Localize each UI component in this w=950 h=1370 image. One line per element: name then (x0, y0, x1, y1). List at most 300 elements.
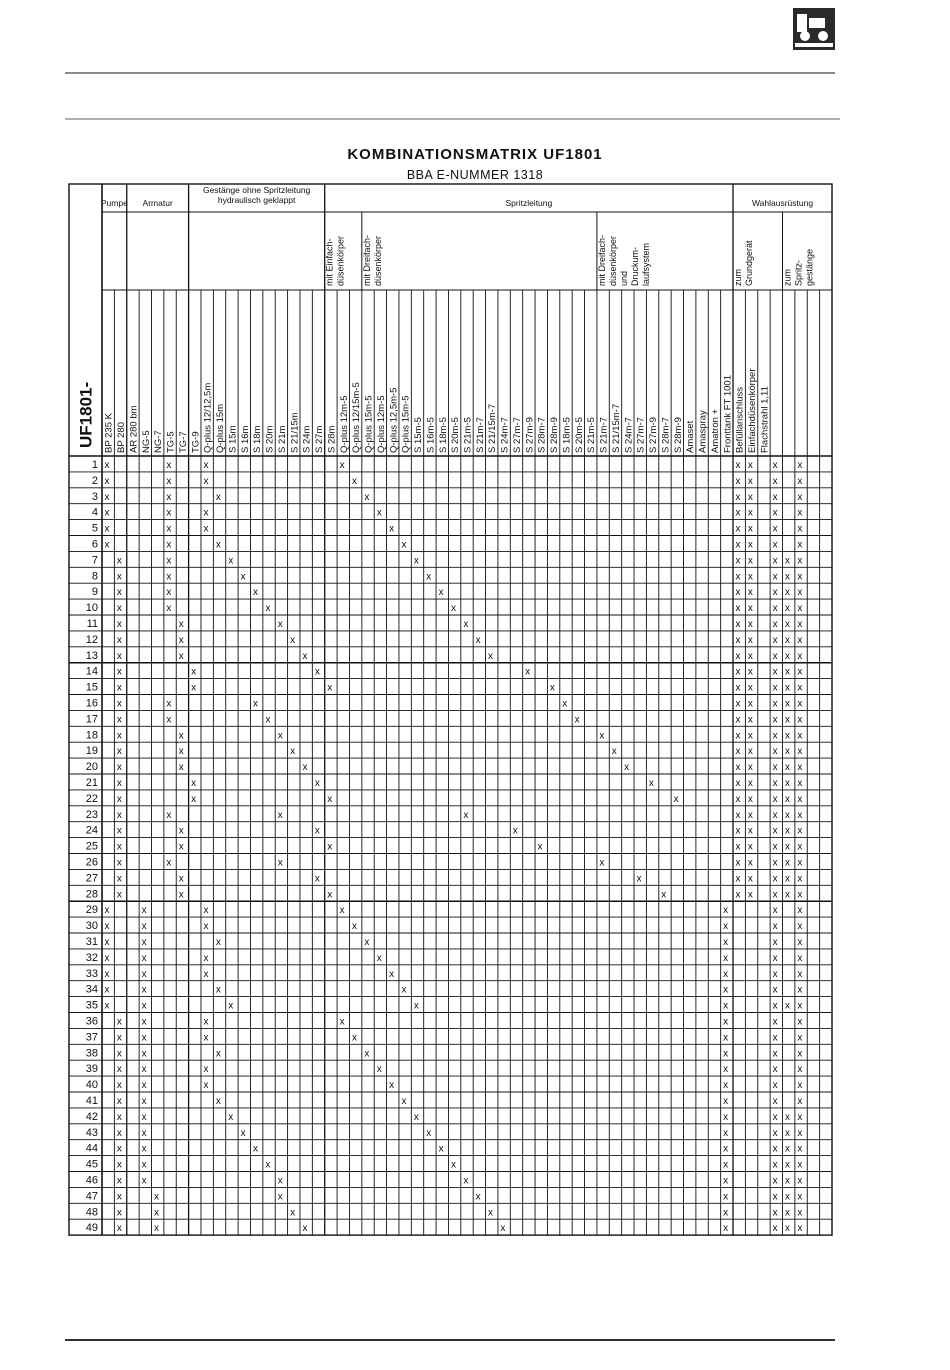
group-label-pumpe: Pumpe (100, 198, 128, 208)
cell-mark: x (215, 1095, 221, 1107)
cell-mark: x (290, 746, 296, 758)
cell-mark: x (141, 1016, 147, 1028)
cell-mark: x (599, 730, 605, 742)
cell-mark: x (413, 1111, 419, 1123)
cell-mark: x (191, 666, 197, 678)
cell-mark: x (772, 650, 778, 662)
cell-mark: x (624, 762, 630, 774)
cell-mark: x (141, 1048, 147, 1060)
cell-mark: x (785, 618, 791, 630)
cell-mark: x (747, 714, 753, 726)
cell-mark: x (116, 698, 122, 710)
column-label: S 28m-9 (549, 417, 561, 453)
cell-mark: x (747, 857, 753, 869)
cell-mark: x (277, 809, 283, 821)
cell-mark: x (797, 952, 803, 964)
column-label: S 24m-7 (499, 417, 511, 453)
cell-mark: x (104, 507, 110, 519)
matrix-frame (69, 184, 832, 1235)
cell-mark: x (735, 809, 741, 821)
row-number: 30 (85, 920, 98, 933)
cell-mark: x (772, 698, 778, 710)
cell-mark: x (723, 1000, 729, 1012)
cell-mark: x (723, 968, 729, 980)
row-number: 5 (91, 522, 98, 535)
cell-mark: x (772, 587, 778, 599)
cell-mark: x (797, 1127, 803, 1139)
cell-mark: x (785, 555, 791, 567)
cell-mark: x (747, 634, 753, 646)
cell-mark: x (772, 952, 778, 964)
row-number: 4 (91, 506, 98, 519)
cell-mark: x (141, 1127, 147, 1139)
cell-mark: x (785, 1223, 791, 1235)
cell-mark: x (339, 905, 345, 917)
cell-mark: x (116, 809, 122, 821)
cell-mark: x (772, 936, 778, 948)
cell-mark: x (116, 1080, 122, 1092)
cell-mark: x (735, 555, 741, 567)
row-number: 40 (85, 1079, 98, 1092)
group-label-spritzleitung: Spritzleitung (505, 198, 553, 208)
cell-mark: x (215, 491, 221, 503)
cell-mark: x (116, 666, 122, 678)
cell-mark: x (413, 1000, 419, 1012)
cell-mark: x (772, 475, 778, 487)
cell-mark: x (747, 571, 753, 583)
cell-mark: x (673, 793, 679, 805)
row-number: 1 (91, 458, 98, 471)
cell-mark: x (797, 793, 803, 805)
cell-mark: x (747, 730, 753, 742)
cell-mark: x (141, 1175, 147, 1187)
cell-mark: x (785, 825, 791, 837)
column-label: S 21/15m (289, 412, 301, 453)
column-label: S 24m-7 (623, 417, 635, 453)
column-label: S 21/15m-7 (610, 403, 622, 453)
cell-mark: x (116, 714, 122, 726)
cell-mark: x (797, 1080, 803, 1092)
cell-mark: x (797, 825, 803, 837)
cell-mark: x (252, 1143, 258, 1155)
column-label: S 21m-5 (462, 417, 474, 453)
cell-mark: x (252, 587, 258, 599)
cell-mark: x (723, 921, 729, 933)
column-label: S 27m-9 (648, 417, 660, 453)
cell-mark: x (797, 1032, 803, 1044)
cell-mark: x (797, 857, 803, 869)
cell-mark: x (772, 1143, 778, 1155)
column-label: S 28m-7 (660, 417, 672, 453)
cell-mark: x (364, 491, 370, 503)
cell-mark: x (475, 634, 481, 646)
column-label: Q-plus 12/12,5m (202, 382, 214, 453)
column-label: Amaset (685, 420, 697, 453)
cell-mark: x (785, 777, 791, 789)
cell-mark: x (116, 1143, 122, 1155)
cell-mark: x (426, 1127, 432, 1139)
cell-mark: x (772, 603, 778, 615)
column-label: S 21m-7 (474, 417, 486, 453)
cell-mark: x (104, 459, 110, 471)
cell-mark: x (797, 809, 803, 821)
cell-mark: x (747, 539, 753, 551)
cell-mark: x (116, 793, 122, 805)
column-label: S 15m-5 (413, 417, 425, 453)
cell-mark: x (661, 889, 667, 901)
cell-mark: x (191, 777, 197, 789)
cell-mark: x (785, 1191, 791, 1203)
group-label-gestaenge: Gestänge ohne Spritzleitung hydraulisch geklappt (203, 185, 311, 205)
cell-mark: x (203, 507, 209, 519)
cell-mark: x (463, 1175, 469, 1187)
cell-mark: x (413, 555, 419, 567)
cell-mark: x (747, 587, 753, 599)
subgroup-label-einfach: mit Einfach-düsenkörper (324, 235, 346, 286)
cell-mark: x (376, 1064, 382, 1076)
cell-mark: x (277, 1175, 283, 1187)
row-number: 49 (85, 1222, 98, 1235)
cell-mark: x (772, 491, 778, 503)
cell-mark: x (215, 984, 221, 996)
row-number: 27 (85, 872, 98, 885)
cell-mark: x (772, 1016, 778, 1028)
cell-mark: x (735, 793, 741, 805)
cell-mark: x (785, 873, 791, 885)
cell-mark: x (116, 1095, 122, 1107)
cell-mark: x (747, 841, 753, 853)
cell-mark: x (797, 762, 803, 774)
cell-mark: x (772, 889, 778, 901)
cell-mark: x (116, 1191, 122, 1203)
cell-mark: x (166, 571, 172, 583)
cell-mark: x (191, 682, 197, 694)
cell-mark: x (314, 777, 320, 789)
cell-mark: x (797, 698, 803, 710)
cell-mark: x (797, 921, 803, 933)
cell-mark: x (314, 873, 320, 885)
column-label: Q-plus 15m-5 (363, 395, 375, 453)
cell-mark: x (735, 873, 741, 885)
row-number: 21 (85, 776, 98, 789)
cell-mark: x (104, 539, 110, 551)
cell-mark: x (104, 491, 110, 503)
cell-mark: x (723, 1191, 729, 1203)
cell-mark: x (500, 1223, 506, 1235)
column-label: TG-9 (190, 431, 202, 453)
row-number: 35 (85, 999, 98, 1012)
cell-mark: x (166, 587, 172, 599)
cell-mark: x (203, 523, 209, 535)
cell-mark: x (723, 936, 729, 948)
cell-mark: x (772, 1191, 778, 1203)
column-label: Befüllanschluss (734, 386, 746, 453)
row-number: 18 (85, 729, 98, 742)
cell-mark: x (611, 746, 617, 758)
footer-rule (65, 1339, 835, 1341)
cell-mark: x (797, 873, 803, 885)
cell-mark: x (141, 921, 147, 933)
cell-mark: x (116, 1175, 122, 1187)
cell-mark: x (772, 571, 778, 583)
cell-mark: x (772, 523, 778, 535)
cell-mark: x (277, 857, 283, 869)
cell-mark: x (277, 1191, 283, 1203)
cell-mark: x (203, 475, 209, 487)
cell-mark: x (723, 1175, 729, 1187)
cell-mark: x (735, 603, 741, 615)
column-label: Fronttank FT 1001 (722, 375, 734, 453)
cell-mark: x (116, 1016, 122, 1028)
row-number: 28 (85, 888, 98, 901)
column-label: S 20m-5 (573, 417, 585, 453)
column-label: S 28m-9 (672, 417, 684, 453)
cell-mark: x (141, 1080, 147, 1092)
cell-mark: x (178, 841, 184, 853)
cell-mark: x (785, 650, 791, 662)
cell-mark: x (191, 793, 197, 805)
cell-mark: x (166, 698, 172, 710)
cell-mark: x (116, 841, 122, 853)
column-label: BP 280 (116, 422, 128, 453)
column-label: S 28m-7 (536, 417, 548, 453)
cell-mark: x (772, 1064, 778, 1076)
cell-mark: x (772, 1080, 778, 1092)
column-label: S 27m-7 (511, 417, 523, 453)
cell-mark: x (401, 984, 407, 996)
cell-mark: x (178, 618, 184, 630)
cell-mark: x (735, 523, 741, 535)
cell-mark: x (723, 1223, 729, 1235)
cell-mark: x (376, 952, 382, 964)
cell-mark: x (116, 1048, 122, 1060)
cell-mark: x (747, 825, 753, 837)
cell-mark: x (141, 1064, 147, 1076)
cell-mark: x (747, 507, 753, 519)
cell-mark: x (735, 571, 741, 583)
cell-mark: x (215, 1048, 221, 1060)
column-label: Q-plus 12/15m-5 (351, 382, 363, 453)
cell-mark: x (747, 618, 753, 630)
cell-mark: x (203, 1064, 209, 1076)
cell-mark: x (797, 1064, 803, 1076)
cell-mark: x (351, 921, 357, 933)
row-number: 29 (85, 904, 98, 917)
column-label: Q-plus 12m-5 (375, 395, 387, 453)
cell-mark: x (426, 571, 432, 583)
cell-mark: x (797, 936, 803, 948)
cell-mark: x (141, 1095, 147, 1107)
cell-mark: x (104, 475, 110, 487)
column-label: TG-7 (177, 431, 189, 453)
cell-mark: x (797, 666, 803, 678)
cell-mark: x (723, 1143, 729, 1155)
cell-mark: x (364, 936, 370, 948)
cell-mark: x (376, 507, 382, 519)
cell-mark: x (512, 825, 518, 837)
row-number: 20 (85, 761, 98, 774)
cell-mark: x (747, 555, 753, 567)
cell-mark: x (475, 1191, 481, 1203)
cell-mark: x (723, 1207, 729, 1219)
cell-mark: x (785, 1127, 791, 1139)
cell-mark: x (389, 1080, 395, 1092)
cell-mark: x (785, 762, 791, 774)
row-header-label: UF1801- (76, 381, 96, 448)
cell-mark: x (166, 603, 172, 615)
cell-mark: x (401, 539, 407, 551)
cell-mark: x (116, 857, 122, 869)
row-number: 45 (85, 1158, 98, 1171)
cell-mark: x (351, 475, 357, 487)
cell-mark: x (785, 1175, 791, 1187)
cell-mark: x (772, 825, 778, 837)
cell-mark: x (772, 1127, 778, 1139)
cell-mark: x (785, 809, 791, 821)
subgroup-label-spritzgestaenge: zumSpritz-gestänge (782, 248, 815, 286)
cell-mark: x (772, 921, 778, 933)
cell-mark: x (178, 634, 184, 646)
cell-mark: x (141, 1111, 147, 1123)
cell-mark: x (797, 841, 803, 853)
row-number: 9 (91, 586, 98, 599)
column-label: Einfachdüsenkörper (747, 368, 759, 453)
cell-mark: x (389, 523, 395, 535)
group-label-armatur: Armatur (142, 198, 173, 208)
cell-mark: x (178, 650, 184, 662)
cell-mark: x (265, 603, 271, 615)
row-number: 12 (85, 633, 98, 646)
cell-mark: x (772, 984, 778, 996)
cell-mark: x (797, 1159, 803, 1171)
cell-mark: x (166, 857, 172, 869)
cell-mark: x (735, 491, 741, 503)
cell-mark: x (463, 809, 469, 821)
row-number: 41 (85, 1094, 98, 1107)
cell-mark: x (735, 841, 741, 853)
row-number: 32 (85, 951, 98, 964)
cell-mark: x (215, 936, 221, 948)
row-number: 44 (85, 1142, 98, 1155)
row-number: 39 (85, 1063, 98, 1076)
cell-mark: x (772, 682, 778, 694)
cell-mark: x (772, 746, 778, 758)
cell-mark: x (797, 1207, 803, 1219)
cell-mark: x (166, 523, 172, 535)
cell-mark: x (797, 634, 803, 646)
cell-mark: x (797, 1191, 803, 1203)
cell-mark: x (104, 921, 110, 933)
cell-mark: x (772, 1175, 778, 1187)
cell-mark: x (747, 459, 753, 471)
cell-mark: x (747, 698, 753, 710)
row-number: 10 (85, 602, 98, 615)
cell-mark: x (116, 1207, 122, 1219)
cell-mark: x (723, 1095, 729, 1107)
cell-mark: x (747, 793, 753, 805)
cell-mark: x (772, 730, 778, 742)
row-number: 46 (85, 1174, 98, 1187)
cell-mark: x (364, 1048, 370, 1060)
cell-mark: x (772, 857, 778, 869)
cell-mark: x (797, 603, 803, 615)
cell-mark: x (277, 730, 283, 742)
cell-mark: x (723, 1080, 729, 1092)
cell-mark: x (797, 555, 803, 567)
row-number: 37 (85, 1031, 98, 1044)
cell-mark: x (636, 873, 642, 885)
cell-mark: x (166, 714, 172, 726)
subgroup-label-dreifach: mit Dreifach-düsenkörper (361, 234, 383, 286)
cell-mark: x (166, 491, 172, 503)
cell-mark: x (785, 698, 791, 710)
cell-mark: x (166, 539, 172, 551)
cell-mark: x (104, 968, 110, 980)
cell-mark: x (723, 1032, 729, 1044)
cell-mark: x (735, 825, 741, 837)
row-number: 26 (85, 856, 98, 869)
cell-mark: x (735, 634, 741, 646)
cell-mark: x (747, 523, 753, 535)
cell-mark: x (104, 905, 110, 917)
cell-mark: x (772, 841, 778, 853)
subgroup-label-grundgeraet: zumGrundgerät (733, 240, 755, 286)
cell-mark: x (797, 587, 803, 599)
cell-mark: x (735, 587, 741, 599)
cell-mark: x (178, 762, 184, 774)
cell-mark: x (463, 618, 469, 630)
cell-mark: x (203, 1080, 209, 1092)
cell-mark: x (240, 571, 246, 583)
cell-mark: x (203, 921, 209, 933)
cell-mark: x (302, 650, 308, 662)
cell-mark: x (772, 1032, 778, 1044)
column-label: Q-plus 12,5m-5 (388, 387, 400, 453)
cell-mark: x (747, 746, 753, 758)
cell-mark: x (141, 936, 147, 948)
cell-mark: x (797, 682, 803, 694)
cell-mark: x (153, 1191, 159, 1203)
row-number: 6 (91, 538, 98, 551)
cell-mark: x (797, 889, 803, 901)
cell-mark: x (290, 1207, 296, 1219)
column-label: S 16m-5 (425, 417, 437, 453)
cell-mark: x (735, 857, 741, 869)
cell-mark: x (116, 889, 122, 901)
cell-mark: x (116, 730, 122, 742)
cell-mark: x (747, 809, 753, 821)
cell-mark: x (389, 968, 395, 980)
cell-mark: x (549, 682, 555, 694)
cell-mark: x (141, 1159, 147, 1171)
cell-mark: x (785, 666, 791, 678)
cell-mark: x (203, 968, 209, 980)
cell-mark: x (747, 889, 753, 901)
column-label: Q-plus 15m (215, 403, 227, 453)
cell-mark: x (797, 650, 803, 662)
cell-mark: x (797, 905, 803, 917)
cell-mark: x (166, 809, 172, 821)
cell-mark: x (339, 459, 345, 471)
cell-mark: x (735, 682, 741, 694)
row-number: 8 (91, 570, 98, 583)
cell-mark: x (215, 539, 221, 551)
cell-mark: x (116, 634, 122, 646)
cell-mark: x (785, 889, 791, 901)
cell-mark: x (203, 952, 209, 964)
cell-mark: x (116, 873, 122, 885)
cell-mark: x (314, 825, 320, 837)
